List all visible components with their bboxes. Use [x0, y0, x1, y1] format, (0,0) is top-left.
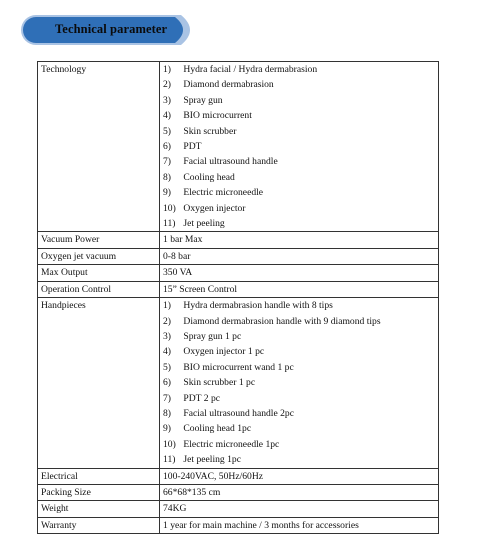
item-text: BIO microcurrent	[183, 110, 252, 122]
section-banner	[21, 15, 199, 45]
list-item	[163, 93, 435, 108]
row-value: 1 year for main machine / 3 months for accessories	[160, 517, 439, 533]
row-value: 100-240VAC, 50Hz/60Hz	[160, 468, 439, 484]
list-item	[163, 437, 435, 452]
item-number: 4)	[163, 110, 171, 122]
item-text: Skin scrubber 1 pc	[183, 377, 256, 389]
row-value	[160, 298, 439, 468]
row-value: 1 bar Max	[160, 232, 439, 248]
item-text: PDT 2 pc	[183, 392, 221, 404]
item-text: Skin scrubber	[183, 125, 237, 137]
list-item	[163, 360, 435, 375]
item-text: Cooling head 1pc	[183, 423, 252, 435]
list-item	[163, 314, 435, 329]
parameter-table	[37, 61, 439, 534]
item-number: 5)	[163, 361, 171, 373]
row-label: Weight	[38, 501, 160, 517]
table-row-max-output	[38, 265, 439, 281]
item-text: Oxygen injector	[183, 202, 246, 214]
row-value: 15” Screen Control	[160, 281, 439, 297]
list-item	[163, 391, 435, 406]
item-number: 3)	[163, 94, 171, 106]
row-value	[160, 62, 439, 232]
item-text: Oxygen injector 1 pc	[183, 346, 265, 358]
list-item	[163, 185, 435, 200]
row-label: Operation Control	[38, 281, 160, 297]
row-label: Packing Size	[38, 484, 160, 500]
table-row-weight	[38, 501, 439, 517]
list-item	[163, 108, 435, 123]
table-row-warranty	[38, 517, 439, 533]
item-text: Hydra dermabrasion handle with 8 tips	[183, 300, 333, 312]
item-text: Diamond dermabrasion	[183, 79, 274, 91]
item-text: Hydra facial / Hydra dermabrasion	[183, 64, 318, 75]
row-label: Max Output	[38, 265, 160, 281]
list-item	[163, 62, 435, 77]
item-number: 9)	[163, 187, 171, 199]
item-text: Jet peeling	[183, 218, 225, 230]
item-number: 2)	[163, 79, 171, 91]
item-number: 11)	[163, 454, 176, 466]
item-number: 6)	[163, 377, 171, 389]
item-number: 11)	[163, 218, 176, 230]
item-text: Electric microneedle	[183, 187, 264, 199]
list-item	[163, 170, 435, 185]
item-number: 8)	[163, 407, 171, 419]
list-item	[163, 452, 435, 467]
item-text: Spray gun 1 pc	[183, 330, 242, 342]
item-number: 7)	[163, 392, 171, 404]
table-row-vacuum-power	[38, 232, 439, 248]
list-item	[163, 139, 435, 154]
table-row-electrical	[38, 468, 439, 484]
row-value: 66*68*135 cm	[160, 484, 439, 500]
item-text: Diamond dermabrasion handle with 9 diamond tips	[183, 315, 381, 327]
list-item	[163, 124, 435, 139]
item-number: 10)	[163, 202, 176, 214]
item-number: 9)	[163, 423, 171, 435]
item-number: 1)	[163, 300, 171, 312]
item-text: Facial ultrasound handle	[183, 156, 278, 168]
list-item	[163, 375, 435, 390]
table-row-oxygen-jet-vacuum	[38, 248, 439, 264]
row-value: 350 VA	[160, 265, 439, 281]
item-text: Facial ultrasound handle 2pc	[183, 407, 294, 419]
item-text: Jet peeling 1pc	[183, 454, 241, 466]
row-label: Oxygen jet vacuum	[38, 248, 160, 264]
item-number: 4)	[163, 346, 171, 358]
list-item	[163, 329, 435, 344]
table-row-operation-control	[38, 281, 439, 297]
row-label: Electrical	[38, 468, 160, 484]
item-number: 1)	[163, 64, 171, 75]
table-row-packing-size	[38, 484, 439, 500]
item-text: Spray gun	[183, 94, 223, 106]
item-number: 5)	[163, 125, 171, 137]
item-number: 2)	[163, 315, 171, 327]
row-label: Technology	[38, 62, 160, 232]
item-number: 8)	[163, 171, 171, 183]
item-number: 6)	[163, 141, 171, 153]
section-title: Technical parameter	[55, 22, 168, 36]
item-text: Cooling head	[183, 171, 235, 183]
list-item	[163, 406, 435, 421]
item-number: 7)	[163, 156, 171, 168]
row-value: 74KG	[160, 501, 439, 517]
row-value: 0-8 bar	[160, 248, 439, 264]
item-text: PDT	[183, 141, 202, 153]
item-text: BIO microcurrent wand 1 pc	[183, 361, 294, 373]
list-item	[163, 154, 435, 169]
row-label: Warranty	[38, 517, 160, 533]
list-item	[163, 77, 435, 92]
table-row-handpieces	[38, 298, 439, 468]
list-item	[163, 216, 435, 231]
item-number: 3)	[163, 330, 171, 342]
row-label: Handpieces	[38, 298, 160, 468]
list-item	[163, 201, 435, 216]
item-number: 10)	[163, 438, 176, 450]
table-row-technology	[38, 62, 439, 232]
list-item	[163, 298, 435, 313]
row-label: Vacuum Power	[38, 232, 160, 248]
list-item	[163, 344, 435, 359]
item-text: Electric microneedle 1pc	[183, 438, 280, 450]
list-item	[163, 421, 435, 436]
